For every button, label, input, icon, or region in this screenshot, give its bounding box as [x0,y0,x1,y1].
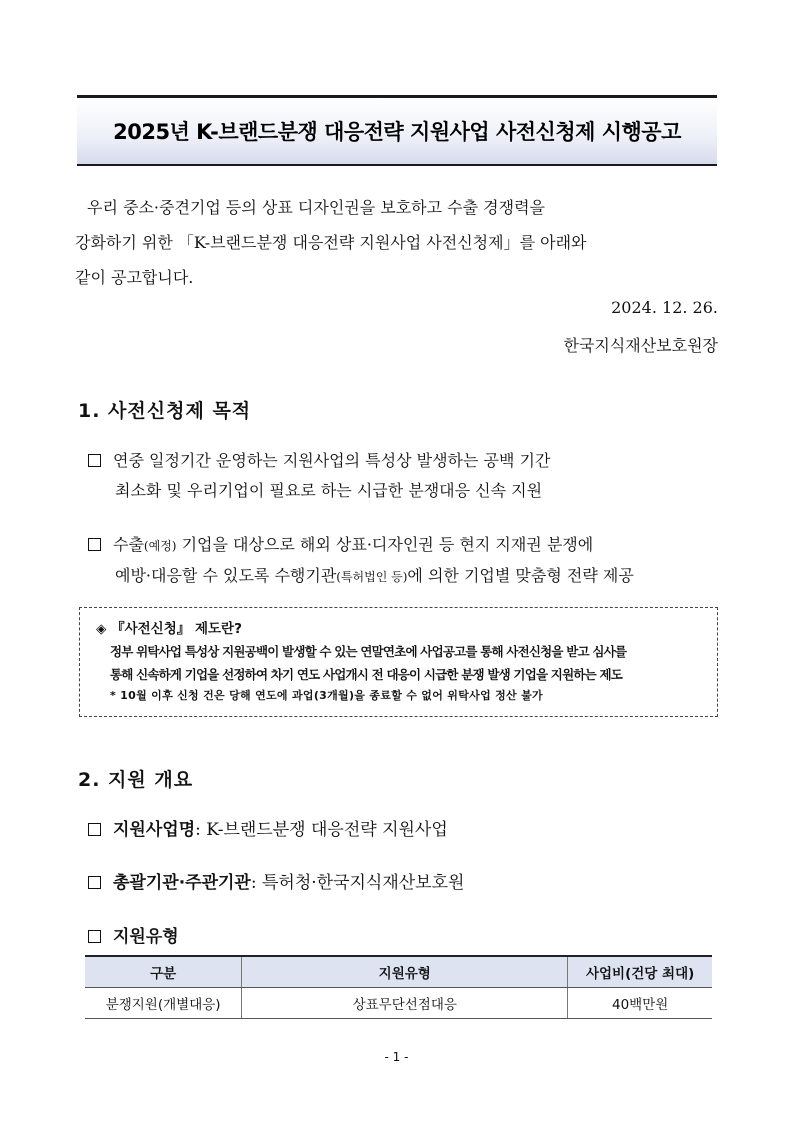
table-header-category: 구분 [85,956,242,988]
bullet-2-line-1b: 기업을 대상으로 해외 상표·디자인권 등 현지 지재권 분쟁에 [176,535,594,554]
program-name-label: 지원사업명 [113,820,196,840]
section-2-heading: 2. 지원 개요 [78,769,194,791]
intro-line-1: 우리 중소·중견기업 등의 상표 디자인권을 보호하고 수출 경쟁력을 [87,198,546,217]
table-cell-support-type: 상표무단선점대응 [242,988,568,1019]
table-cell-category: 분쟁지원(개별대응) [85,988,242,1019]
document-title: 2025년 K-브랜드분쟁 대응전략 지원사업 사전신청제 시행공고 [113,120,681,144]
note-footnote: * 10월 이후 신청 건은 당해 연도에 과업(3개월)을 종료할 수 없어 위탁사업 정산 불가 [110,689,543,702]
note-body-line-1: 정부 위탁사업 특성상 지원공백이 발생할 수 있는 연말연초에 사업공고를 통해 사전신청을 받고 심사를 [110,644,627,659]
note-body-line-2: 통해 신속하게 기업을 선정하여 차기 연도 사업개시 전 대응이 시급한 분쟁 발생 기업을 지원하는 제도 [110,667,623,682]
announcement-date: 2024. 12. 26. [611,298,718,317]
support-type-table [85,955,712,1019]
checkbox-square-icon [88,930,101,943]
intro-line-3: 같이 공고합니다. [75,268,194,287]
bullet-1-line-1: 연중 일정기간 운영하는 지원사업의 특성상 발생하는 공백 기간 [113,451,551,470]
bullet-2-line-2-small: (특허법인 등) [336,570,408,584]
bullet-2-line-2a: 예방·대응할 수 있도록 수행기관 [115,566,337,585]
checkbox-square-icon [88,823,101,836]
pre-application-note-box [79,607,718,717]
checkbox-square-icon [88,876,101,889]
intro-paragraph [75,190,720,295]
support-type-item [88,922,179,947]
page-number: - 1 - [384,1050,409,1064]
support-type-label: 지원유형 [113,927,179,947]
checkbox-square-icon [88,538,101,551]
organizer-label: 총괄기관·주관기관 [113,873,251,893]
table-header-row [85,956,712,988]
bullet-2-line-2b: 에 의한 기업별 맞춤형 전략 제공 [407,566,634,585]
bullet-1-line-2: 최소화 및 우리기업이 필요로 하는 시급한 분쟁대응 신속 지원 [115,481,543,500]
program-name-item [88,815,448,840]
purpose-bullet-2 [88,530,720,592]
intro-line-2: 강화하기 위한 「K-브랜드분쟁 대응전략 지원사업 사전신청제」를 아래와 [75,233,587,252]
title-banner [77,95,717,166]
table-cell-budget: 40백만원 [568,988,712,1019]
signer-name: 한국지식재산보호원장 [563,336,718,355]
section-1-heading: 1. 사전신청제 목적 [78,400,252,422]
note-title: ◈ 『사전신청』 제도란? [96,621,242,637]
bullet-2-line-1a: 수출 [113,535,144,554]
table-row [85,988,712,1019]
table-header-support-type: 지원유형 [242,956,568,988]
organizer-item [88,868,464,893]
table-header-budget: 사업비(건당 최대) [568,956,712,988]
organizer-value: : 특허청·한국지식재산보호원 [250,873,465,893]
bullet-2-line-1-small: (예정) [143,539,177,553]
checkbox-square-icon [88,454,101,467]
purpose-bullet-1 [88,446,720,506]
program-name-value: : K-브랜드분쟁 대응전략 지원사업 [195,820,448,840]
